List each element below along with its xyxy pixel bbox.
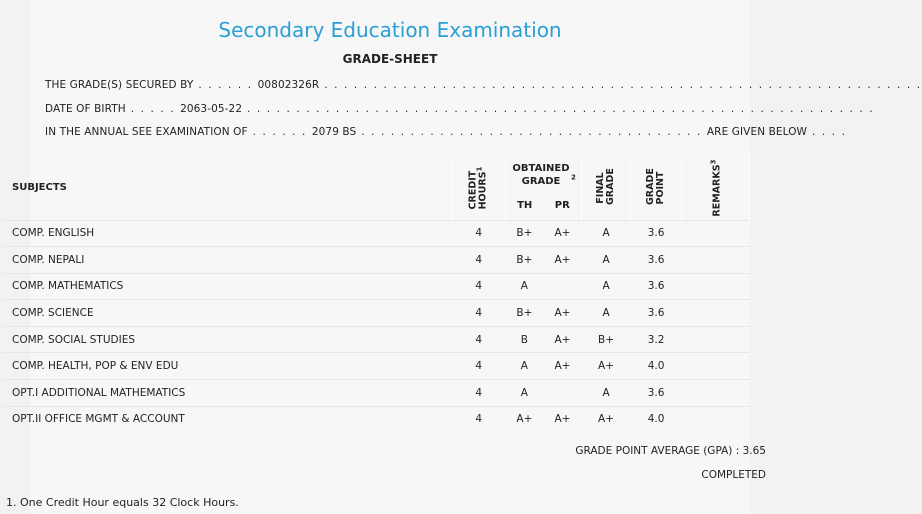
grade-point-cell: 3.6 [631,300,682,327]
th-grade: A [520,386,528,399]
footnote: 1. One Credit Hour equals 32 Clock Hours. [6,496,239,509]
remarks-cell [682,247,750,274]
credit-cell: 4 [452,273,505,300]
subject-cell: COMP. HEALTH, POP & ENV EDU [2,353,452,380]
pr-grade: A+ [554,227,571,240]
pr-grade: A+ [554,360,571,373]
pr-grade: A+ [554,333,571,346]
credit-cell: 4 [452,247,505,274]
pr-grade: A+ [554,307,571,320]
table-row [2,273,750,300]
pr-grade [544,280,580,292]
subject-cell: OPT.II OFFICE MGMT & ACCOUNT [2,406,452,432]
final-grade-cell: A [582,273,631,300]
credit-cell: 4 [452,353,505,380]
gpa-label: GRADE POINT AVERAGE (GPA) : [575,445,740,457]
dob-label: DATE OF BIRTH [45,103,126,115]
symbol-number: 00802326R [257,79,320,91]
obtained-cell [505,247,581,274]
grade-point-header: GRADE POINT [631,156,682,220]
obtained-cell [505,326,581,353]
exam-title: Secondary Education Examination [218,18,562,42]
dob-value: 2063-05-22 [180,103,243,115]
obtained-cell [505,273,581,300]
exam-year: 2079 BS [311,126,357,138]
obtained-cell [505,220,581,247]
credit-cell: 4 [452,380,505,407]
subject-cell: COMP. NEPALI [2,247,452,274]
pr-grade: A+ [554,253,571,266]
status-text: COMPLETED [701,469,766,481]
subject-cell: OPT.I ADDITIONAL MATHEMATICS [2,380,452,407]
grade-point-cell: 3.2 [631,326,682,353]
obtained-cell [505,406,581,432]
table-header-row [2,156,750,220]
credit-cell: 4 [452,326,505,353]
remarks-header: REMARKS$^3$ [682,156,750,220]
final-grade-cell: A [582,380,631,407]
final-grade-cell: B+ [582,326,631,353]
remarks-cell [682,273,750,300]
dob-line: DATE OF BIRTH . . . . . 2063-05-22 . . . . . . . . . . . . . . . . . . . . . . . . . . . . . . . . . . . . . . . . . . . . . . . . . . . . . . . . . . . . . . . . [45,103,875,115]
grade-point-cell: 3.6 [631,220,682,247]
secured-by-line: THE GRADE(S) SECURED BY . . . . . . 00802326R . . . . . . . . . . . . . . . . . . . . . . . . . . . . . . . . . . . . . . . . . . . . . . . . . . . . . . . . . . . . . [45,79,922,91]
final-grade-cell: A [582,220,631,247]
table-row [2,406,750,432]
grade-point-cell: 4.0 [631,406,682,432]
remarks-cell [682,300,750,327]
final-grade-cell: A+ [582,406,631,432]
remarks-cell [682,220,750,247]
th-grade: B+ [516,253,533,266]
th-header: TH [517,200,533,211]
obtained-cell [505,300,581,327]
remarks-cell [682,326,750,353]
exam-label: IN THE ANNUAL SEE EXAMINATION OF [45,126,248,138]
th-grade: B [520,333,528,346]
final-grade-header: FINAL GRADE [582,156,631,220]
subject-cell: COMP. SCIENCE [2,300,452,327]
gpa-summary [575,445,766,457]
th-grade: B+ [516,307,533,320]
remarks-cell [682,380,750,407]
subject-cell: COMP. SOCIAL STUDIES [2,326,452,353]
pr-grade [544,387,580,399]
pr-header: PR [554,200,570,211]
exam-suffix: ARE GIVEN BELOW [706,126,808,138]
final-grade-cell: A [582,247,631,274]
th-grade: A+ [516,413,533,426]
gpa-value: 3.65 [742,445,766,457]
table-row [2,247,750,274]
subject-cell: COMP. MATHEMATICS [2,273,452,300]
table-row [2,220,750,247]
grade-point-cell: 3.6 [631,273,682,300]
exam-line: IN THE ANNUAL SEE EXAMINATION OF . . . . . . 2079 BS . . . . . . . . . . . . . . . . . . . . . . . . . . . . . . . . . . . ARE GIVEN BELOW . . . . [45,126,847,138]
credit-hours-header: CREDIT HOURS$^1$ [452,156,505,220]
grade-point-cell: 3.6 [631,380,682,407]
th-grade: B+ [516,227,533,240]
final-grade-cell: A+ [582,353,631,380]
th-grade: A [520,280,528,293]
remarks-cell [682,353,750,380]
table-row [2,353,750,380]
subject-cell: COMP. ENGLISH [2,220,452,247]
obtained-grade-header: OBTAINED GRADE $^2$ TH PR [505,156,581,220]
final-grade-cell: A [582,300,631,327]
credit-cell: 4 [452,300,505,327]
credit-cell: 4 [452,406,505,432]
grade-point-cell: 4.0 [631,353,682,380]
grade-sheet-heading: GRADE-SHEET [342,52,438,66]
remarks-cell [682,406,750,432]
grade-point-cell: 3.6 [631,247,682,274]
secured-by-label: THE GRADE(S) SECURED BY [45,79,194,91]
table-row [2,380,750,407]
obtained-cell [505,353,581,380]
subjects-header: SUBJECTS [2,156,452,220]
grades-table [2,156,750,432]
table-row [2,300,750,327]
credit-cell: 4 [452,220,505,247]
obtained-cell [505,380,581,407]
th-grade: A [520,360,528,373]
pr-grade: A+ [554,413,571,426]
table-row [2,326,750,353]
